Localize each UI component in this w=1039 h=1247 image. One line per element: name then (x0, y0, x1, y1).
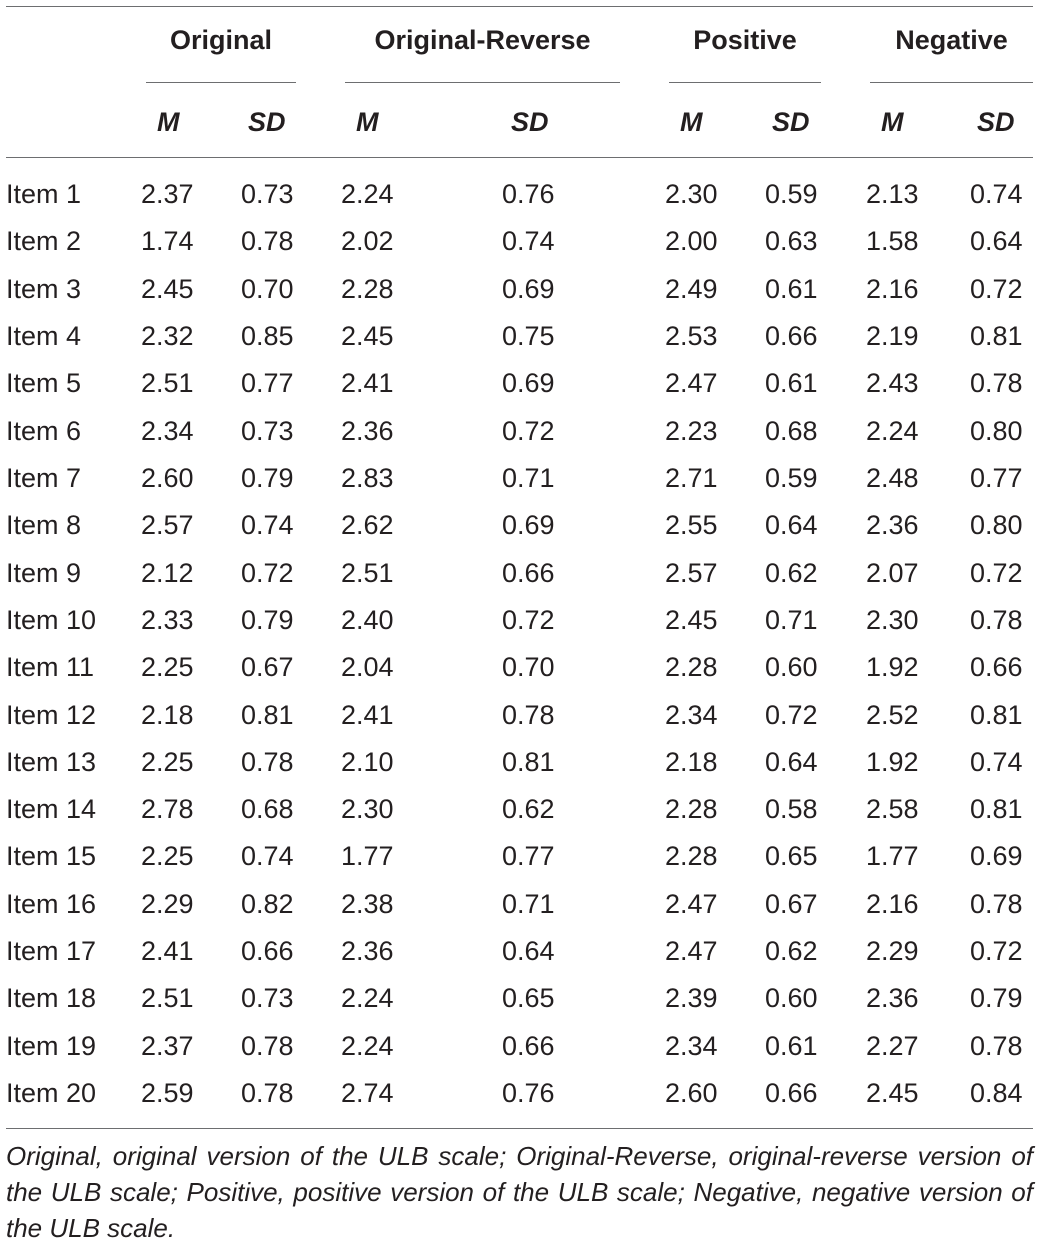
positive-m-cell: 2.00 (665, 226, 718, 256)
subheader-negative-sd: SD (977, 107, 1015, 137)
original-reverse-m-cell: 2.28 (341, 274, 394, 304)
original-reverse-sd-cell: 0.71 (502, 889, 555, 919)
original-sd-cell: 0.74 (241, 841, 294, 871)
negative-sd-cell: 0.66 (970, 652, 1023, 682)
item-label: Item 2 (6, 226, 82, 256)
table-footnote: Original, original version of the ULB scale; Original-Reverse, original-reverse version of the ULB scale; Positive, positive version of the ULB scale; Negative, negative version of the ULB scale. (6, 1141, 1033, 1243)
item-label: Item 10 (6, 605, 97, 635)
negative-sd-cell: 0.74 (970, 747, 1023, 777)
positive-m-cell: 2.57 (665, 558, 718, 588)
original-reverse-sd-cell: 0.81 (502, 747, 555, 777)
item-label: Item 9 (6, 558, 82, 588)
original-m-cell: 2.37 (141, 1031, 194, 1061)
table-row (0, 171, 1039, 218)
item-label: Item 1 (6, 179, 82, 209)
positive-m-cell: 2.34 (665, 700, 718, 730)
negative-m-cell: 2.16 (866, 889, 919, 919)
subheader-positive-m: M (680, 107, 703, 137)
original-reverse-m-cell: 2.04 (341, 652, 394, 682)
original-reverse-sd-cell: 0.76 (502, 1078, 555, 1108)
positive-m-cell: 2.55 (665, 510, 718, 540)
item-label: Item 18 (6, 983, 97, 1013)
original-reverse-sd-cell: 0.77 (502, 841, 555, 871)
negative-sd-cell: 0.78 (970, 889, 1023, 919)
table-row (0, 975, 1039, 1022)
table-row (0, 692, 1039, 739)
item-label: Item 7 (6, 463, 82, 493)
negative-sd-cell: 0.78 (970, 605, 1023, 635)
negative-m-cell: 1.92 (866, 747, 919, 777)
original-m-cell: 2.32 (141, 321, 194, 351)
subheader-original-reverse-m: M (356, 107, 379, 137)
positive-sd-cell: 0.63 (765, 226, 818, 256)
header-bottom-rule (6, 157, 1033, 158)
negative-sd-cell: 0.77 (970, 463, 1023, 493)
original-m-cell: 2.60 (141, 463, 194, 493)
positive-sd-cell: 0.59 (765, 463, 818, 493)
table-row (0, 881, 1039, 928)
table-row (0, 502, 1039, 549)
positive-m-cell: 2.39 (665, 983, 718, 1013)
positive-m-cell: 2.45 (665, 605, 718, 635)
negative-m-cell: 2.43 (866, 368, 919, 398)
table-row (0, 218, 1039, 265)
negative-sd-cell: 0.72 (970, 274, 1023, 304)
negative-sd-cell: 0.78 (970, 1031, 1023, 1061)
subheader-original-m: M (157, 107, 180, 137)
table-row (0, 739, 1039, 786)
negative-m-cell: 2.07 (866, 558, 919, 588)
original-sd-cell: 0.85 (241, 321, 294, 351)
positive-m-cell: 2.47 (665, 368, 718, 398)
original-reverse-m-cell: 2.30 (341, 794, 394, 824)
negative-sd-cell: 0.72 (970, 558, 1023, 588)
positive-m-cell: 2.34 (665, 1031, 718, 1061)
original-reverse-m-cell: 2.24 (341, 179, 394, 209)
negative-m-cell: 2.13 (866, 179, 919, 209)
original-reverse-sd-cell: 0.62 (502, 794, 555, 824)
positive-sd-cell: 0.64 (765, 747, 818, 777)
original-reverse-m-cell: 2.41 (341, 700, 394, 730)
negative-sd-cell: 0.80 (970, 416, 1023, 446)
subheader-negative-m: M (881, 107, 904, 137)
positive-m-cell: 2.28 (665, 652, 718, 682)
original-reverse-m-cell: 2.74 (341, 1078, 394, 1108)
original-m-cell: 2.51 (141, 983, 194, 1013)
negative-m-cell: 2.30 (866, 605, 919, 635)
group-header-original-reverse: Original-Reverse (374, 25, 591, 55)
negative-sd-cell: 0.78 (970, 368, 1023, 398)
original-sd-cell: 0.79 (241, 605, 294, 635)
positive-sd-cell: 0.60 (765, 652, 818, 682)
item-label: Item 15 (6, 841, 97, 871)
item-label: Item 11 (6, 652, 95, 682)
original-reverse-sd-cell: 0.69 (502, 510, 555, 540)
group-header-positive: Positive (693, 25, 797, 55)
original-reverse-m-cell: 2.36 (341, 936, 394, 966)
original-reverse-m-cell: 2.62 (341, 510, 394, 540)
original-sd-cell: 0.79 (241, 463, 294, 493)
original-sd-cell: 0.78 (241, 226, 294, 256)
original-sd-cell: 0.67 (241, 652, 294, 682)
original-sd-cell: 0.73 (241, 416, 294, 446)
original-reverse-m-cell: 1.77 (341, 841, 394, 871)
original-reverse-m-cell: 2.02 (341, 226, 394, 256)
original-group-rule (146, 82, 296, 83)
table-row (0, 644, 1039, 691)
positive-sd-cell: 0.68 (765, 416, 818, 446)
original-m-cell: 2.41 (141, 936, 194, 966)
positive-sd-cell: 0.71 (765, 605, 818, 635)
original-m-cell: 2.45 (141, 274, 194, 304)
positive-m-cell: 2.53 (665, 321, 718, 351)
original-sd-cell: 0.70 (241, 274, 294, 304)
original-reverse-sd-cell: 0.70 (502, 652, 555, 682)
negative-group-rule (870, 82, 1033, 83)
original-reverse-m-cell: 2.40 (341, 605, 394, 635)
item-label: Item 19 (6, 1031, 97, 1061)
original-reverse-sd-cell: 0.66 (502, 558, 555, 588)
original-m-cell: 2.59 (141, 1078, 194, 1108)
original-reverse-m-cell: 2.41 (341, 368, 394, 398)
table-row (0, 928, 1039, 975)
negative-sd-cell: 0.84 (970, 1078, 1023, 1108)
original-reverse-sd-cell: 0.78 (502, 700, 555, 730)
positive-sd-cell: 0.65 (765, 841, 818, 871)
item-label: Item 20 (6, 1078, 97, 1108)
item-label: Item 16 (6, 889, 97, 919)
table-row (0, 1070, 1039, 1117)
original-m-cell: 2.51 (141, 368, 194, 398)
table-row (0, 313, 1039, 360)
negative-m-cell: 2.48 (866, 463, 919, 493)
negative-sd-cell: 0.81 (970, 794, 1023, 824)
original-reverse-sd-cell: 0.72 (502, 416, 555, 446)
original-reverse-sd-cell: 0.64 (502, 936, 555, 966)
table-row (0, 408, 1039, 455)
positive-sd-cell: 0.62 (765, 936, 818, 966)
group-header-negative: Negative (895, 25, 1008, 55)
positive-sd-cell: 0.72 (765, 700, 818, 730)
negative-m-cell: 2.36 (866, 983, 919, 1013)
negative-m-cell: 1.92 (866, 652, 919, 682)
item-label: Item 14 (6, 794, 97, 824)
original-reverse-sd-cell: 0.65 (502, 983, 555, 1013)
negative-m-cell: 2.16 (866, 274, 919, 304)
original-sd-cell: 0.72 (241, 558, 294, 588)
original-sd-cell: 0.66 (241, 936, 294, 966)
original-reverse-m-cell: 2.38 (341, 889, 394, 919)
positive-group-rule (669, 82, 821, 83)
item-label: Item 8 (6, 510, 82, 540)
original-reverse-m-cell: 2.45 (341, 321, 394, 351)
negative-m-cell: 2.24 (866, 416, 919, 446)
positive-sd-cell: 0.67 (765, 889, 818, 919)
original-m-cell: 1.74 (141, 226, 194, 256)
original-sd-cell: 0.78 (241, 747, 294, 777)
positive-sd-cell: 0.61 (765, 274, 818, 304)
table-row (0, 833, 1039, 880)
positive-sd-cell: 0.61 (765, 368, 818, 398)
original-reverse-sd-cell: 0.69 (502, 274, 555, 304)
table-row (0, 455, 1039, 502)
negative-m-cell: 1.77 (866, 841, 919, 871)
original-reverse-m-cell: 2.36 (341, 416, 394, 446)
original-reverse-m-cell: 2.24 (341, 983, 394, 1013)
original-sd-cell: 0.68 (241, 794, 294, 824)
negative-m-cell: 2.45 (866, 1078, 919, 1108)
subheader-original-reverse-sd: SD (511, 107, 549, 137)
original-m-cell: 2.34 (141, 416, 194, 446)
subheader-original-sd: SD (248, 107, 286, 137)
table-row (0, 1023, 1039, 1070)
positive-sd-cell: 0.66 (765, 1078, 818, 1108)
original-sd-cell: 0.78 (241, 1078, 294, 1108)
item-label: Item 12 (6, 700, 97, 730)
negative-sd-cell: 0.69 (970, 841, 1023, 871)
item-label: Item 3 (6, 274, 82, 304)
original-reverse-sd-cell: 0.75 (502, 321, 555, 351)
item-label: Item 6 (6, 416, 82, 446)
positive-m-cell: 2.28 (665, 794, 718, 824)
original-reverse-sd-cell: 0.72 (502, 605, 555, 635)
positive-m-cell: 2.47 (665, 889, 718, 919)
original-sd-cell: 0.73 (241, 179, 294, 209)
positive-m-cell: 2.49 (665, 274, 718, 304)
positive-sd-cell: 0.60 (765, 983, 818, 1013)
item-label: Item 5 (6, 368, 82, 398)
original-sd-cell: 0.82 (241, 889, 294, 919)
negative-m-cell: 2.29 (866, 936, 919, 966)
original-reverse-sd-cell: 0.69 (502, 368, 555, 398)
original-sd-cell: 0.78 (241, 1031, 294, 1061)
original-reverse-group-rule (345, 82, 620, 83)
positive-sd-cell: 0.64 (765, 510, 818, 540)
positive-sd-cell: 0.61 (765, 1031, 818, 1061)
item-label: Item 13 (6, 747, 97, 777)
positive-m-cell: 2.18 (665, 747, 718, 777)
original-m-cell: 2.18 (141, 700, 194, 730)
original-reverse-m-cell: 2.24 (341, 1031, 394, 1061)
original-m-cell: 2.25 (141, 747, 194, 777)
negative-m-cell: 2.36 (866, 510, 919, 540)
original-reverse-sd-cell: 0.66 (502, 1031, 555, 1061)
negative-sd-cell: 0.74 (970, 179, 1023, 209)
item-label: Item 17 (6, 936, 97, 966)
original-m-cell: 2.57 (141, 510, 194, 540)
negative-m-cell: 1.58 (866, 226, 919, 256)
original-sd-cell: 0.74 (241, 510, 294, 540)
original-reverse-m-cell: 2.10 (341, 747, 394, 777)
original-m-cell: 2.37 (141, 179, 194, 209)
original-sd-cell: 0.73 (241, 983, 294, 1013)
positive-sd-cell: 0.58 (765, 794, 818, 824)
subheader-positive-sd: SD (772, 107, 810, 137)
table-row (0, 786, 1039, 833)
positive-sd-cell: 0.59 (765, 179, 818, 209)
original-reverse-sd-cell: 0.74 (502, 226, 555, 256)
table-row (0, 266, 1039, 313)
negative-sd-cell: 0.72 (970, 936, 1023, 966)
positive-m-cell: 2.28 (665, 841, 718, 871)
negative-sd-cell: 0.80 (970, 510, 1023, 540)
positive-sd-cell: 0.66 (765, 321, 818, 351)
group-header-original: Original (169, 25, 272, 55)
original-m-cell: 2.12 (141, 558, 194, 588)
table-top-rule (6, 6, 1033, 7)
original-reverse-m-cell: 2.51 (341, 558, 394, 588)
negative-sd-cell: 0.81 (970, 321, 1023, 351)
original-reverse-sd-cell: 0.76 (502, 179, 555, 209)
positive-m-cell: 2.71 (665, 463, 718, 493)
positive-m-cell: 2.47 (665, 936, 718, 966)
original-reverse-m-cell: 2.83 (341, 463, 394, 493)
positive-m-cell: 2.23 (665, 416, 718, 446)
item-label: Item 4 (6, 321, 82, 351)
table-row (0, 550, 1039, 597)
positive-sd-cell: 0.62 (765, 558, 818, 588)
negative-sd-cell: 0.81 (970, 700, 1023, 730)
original-m-cell: 2.33 (141, 605, 194, 635)
table-row (0, 360, 1039, 407)
original-reverse-sd-cell: 0.71 (502, 463, 555, 493)
positive-m-cell: 2.60 (665, 1078, 718, 1108)
original-sd-cell: 0.81 (241, 700, 294, 730)
table-row (0, 597, 1039, 644)
original-m-cell: 2.29 (141, 889, 194, 919)
negative-m-cell: 2.58 (866, 794, 919, 824)
positive-m-cell: 2.30 (665, 179, 718, 209)
table-bottom-rule (6, 1128, 1033, 1129)
original-sd-cell: 0.77 (241, 368, 294, 398)
original-m-cell: 2.25 (141, 652, 194, 682)
negative-sd-cell: 0.64 (970, 226, 1023, 256)
negative-m-cell: 2.27 (866, 1031, 919, 1061)
negative-m-cell: 2.52 (866, 700, 919, 730)
original-m-cell: 2.78 (141, 794, 194, 824)
negative-m-cell: 2.19 (866, 321, 919, 351)
negative-sd-cell: 0.79 (970, 983, 1023, 1013)
original-m-cell: 2.25 (141, 841, 194, 871)
